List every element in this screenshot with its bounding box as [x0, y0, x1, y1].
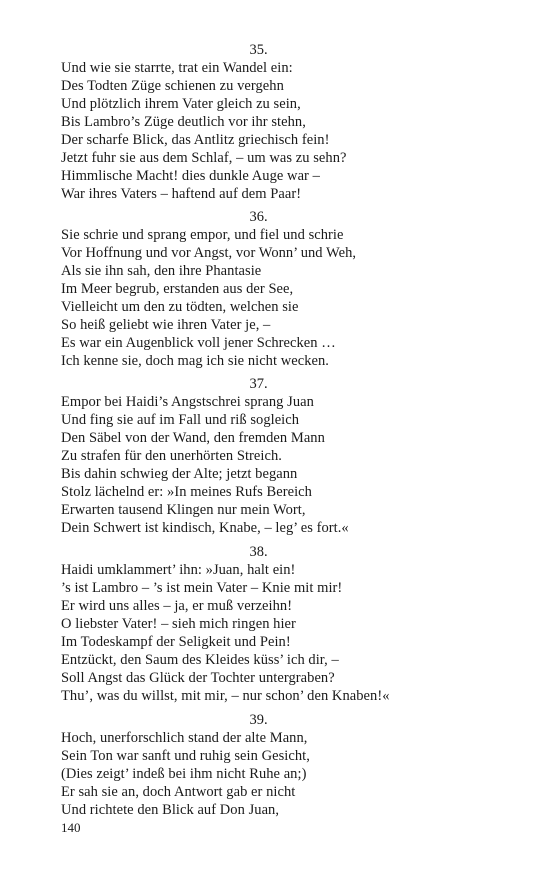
stanza-36: [61, 208, 491, 370]
stanza-38: [61, 543, 491, 705]
verse-line: Er sah sie an, doch Antwort gab er nicht: [61, 784, 296, 800]
verse-line: Den Säbel von der Wand, den fremden Mann: [61, 430, 325, 446]
verse-line: Sein Ton war sanft und ruhig sein Gesicht,: [61, 748, 310, 764]
stanza-number: 37.: [249, 376, 268, 392]
verse-line: Sie schrie und sprang empor, und fiel und schrie: [61, 227, 344, 243]
verse-line: Er wird uns alles – ja, er muß verzeihn!: [61, 598, 293, 614]
page-number: 140: [61, 820, 81, 835]
verse-line: Im Meer begrub, erstanden aus der See,: [61, 281, 294, 297]
verse-line: Und plötzlich ihrem Vater gleich zu sein,: [61, 96, 301, 112]
stanza-number: 39.: [249, 712, 268, 728]
verse-line: Der scharfe Blick, das Antlitz griechisch fein!: [61, 132, 330, 148]
stanza-35: [61, 41, 491, 203]
verse-line: Jetzt fuhr sie aus dem Schlaf, – um was zu sehn?: [61, 150, 347, 166]
stanza-39: [61, 711, 491, 819]
verse-line: Haidi umklammert’ ihn: »Juan, halt ein!: [61, 562, 296, 578]
verse-line: Als sie ihn sah, den ihre Phantasie: [61, 263, 262, 279]
verse-line: Erwarten tausend Klingen nur mein Wort,: [61, 502, 306, 518]
verse-line: So heiß geliebt wie ihren Vater je, –: [61, 317, 271, 333]
verse-line: Zu strafen für den unerhörten Streich.: [61, 448, 282, 464]
verse-line: Dein Schwert ist kindisch, Knabe, – leg’ es fort.«: [61, 520, 349, 536]
verse-line: Es war ein Augenblick voll jener Schrecken …: [61, 335, 336, 351]
verse-line: (Dies zeigt’ indeß bei ihm nicht Ruhe an;): [61, 766, 307, 782]
stanza-number: 36.: [249, 209, 268, 225]
verse-line: Und richtete den Blick auf Don Juan,: [61, 802, 280, 818]
verse-line: Himmlische Macht! dies dunkle Auge war –: [61, 168, 320, 184]
verse-line: ’s ist Lambro – ’s ist mein Vater – Knie mit mir!: [61, 580, 343, 596]
verse-line: O liebster Vater! – sieh mich ringen hier: [61, 616, 296, 632]
verse-line: Vor Hoffnung und vor Angst, vor Wonn’ und Weh,: [61, 245, 357, 261]
verse-line: Bis dahin schwieg der Alte; jetzt begann: [61, 466, 298, 482]
verse-line: Im Todeskampf der Seligkeit und Pein!: [61, 634, 291, 650]
verse-line: Und fing sie auf im Fall und riß sogleich: [61, 412, 300, 428]
verse-line: Soll Angst das Glück der Tochter untergraben?: [61, 670, 335, 686]
verse-line: Vielleicht um den zu tödten, welchen sie: [61, 299, 299, 315]
verse-line: Entzückt, den Saum des Kleides küss’ ich dir, –: [61, 652, 339, 668]
verse-line: Stolz lächelnd er: »In meines Rufs Bereich: [61, 484, 312, 500]
stanza-number: 38.: [249, 544, 268, 560]
verse-line: Und wie sie starrte, trat ein Wandel ein:: [61, 60, 293, 76]
verse-line: Ich kenne sie, doch mag ich sie nicht wecken.: [61, 353, 329, 369]
verse-line: Empor bei Haidi’s Angstschrei sprang Juan: [61, 394, 314, 410]
verse-line: Hoch, unerforschlich stand der alte Mann,: [61, 730, 308, 746]
verse-line: War ihres Vaters – haftend auf dem Paar!: [61, 186, 302, 202]
stanza-number: 35.: [249, 42, 268, 58]
stanza-37: [61, 375, 491, 537]
verse-line: Des Todten Züge schienen zu vergehn: [61, 78, 284, 94]
verse-line: Thu’, was du willst, mit mir, – nur schon’ den Knaben!«: [61, 688, 390, 704]
verse-line: Bis Lambro’s Züge deutlich vor ihr stehn,: [61, 114, 306, 130]
